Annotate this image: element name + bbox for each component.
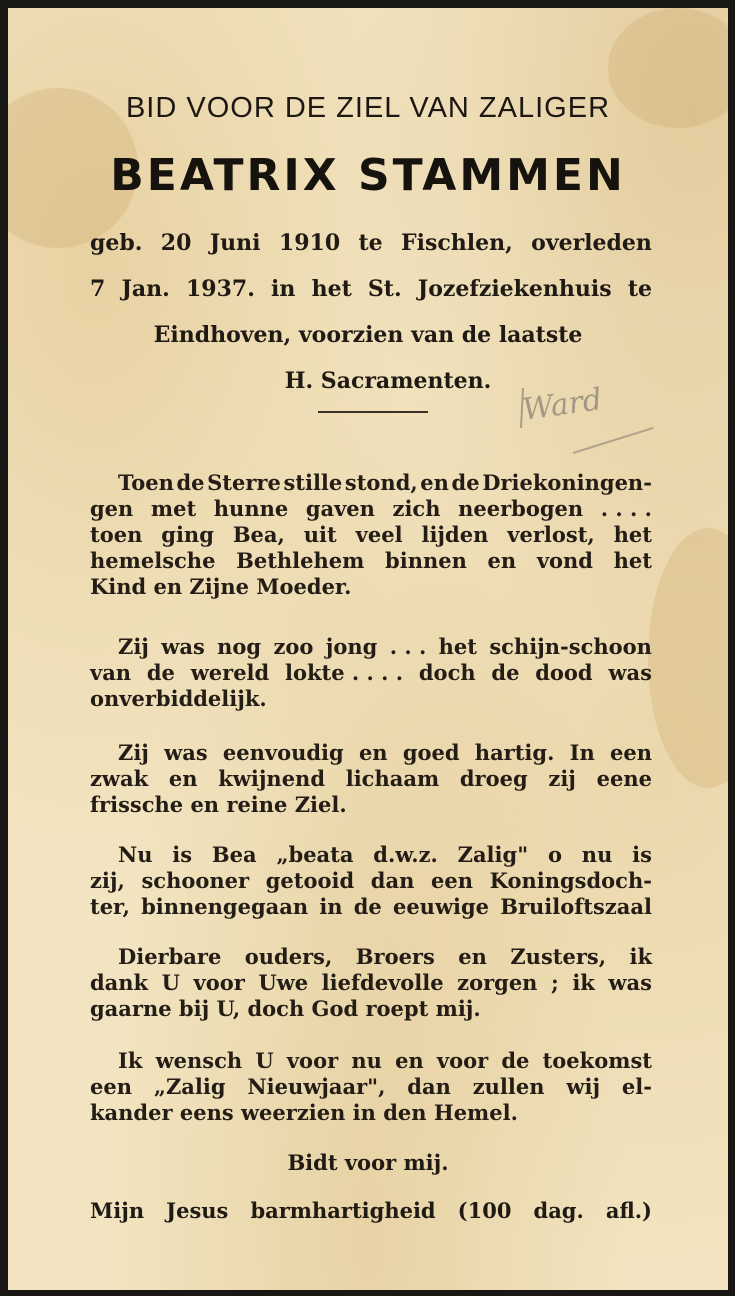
- word: droeg: [459, 766, 528, 791]
- word: Bruiloftszaal: [500, 894, 652, 919]
- word: verlost,: [507, 522, 595, 547]
- word: voor: [286, 1048, 339, 1073]
- word: Uwe: [258, 970, 309, 995]
- word: de: [176, 470, 205, 495]
- word: een: [431, 868, 474, 893]
- word: Nieuwjaar",: [247, 1074, 386, 1099]
- word: het: [613, 522, 652, 547]
- memorial-card: [8, 8, 728, 1290]
- word: Toen: [118, 470, 174, 495]
- word: nu: [351, 1048, 382, 1073]
- word: de: [146, 660, 175, 685]
- word: en: [358, 740, 388, 765]
- word: en: [168, 766, 198, 791]
- word: met: [150, 496, 197, 521]
- word: zij,: [90, 868, 125, 893]
- birth-line-1: [90, 220, 652, 266]
- word: Driekoningen-: [482, 470, 652, 495]
- word: getooid: [265, 868, 355, 893]
- text-line: [90, 766, 652, 792]
- word: wereld: [190, 660, 270, 685]
- birth-line-3: Eindhoven, voorzien van de laatste: [153, 322, 583, 348]
- text-line: [118, 944, 652, 970]
- word: Bea: [211, 842, 257, 867]
- word: vond: [536, 548, 593, 573]
- word: de: [491, 660, 520, 685]
- word: was: [164, 740, 208, 765]
- word: hunne: [213, 496, 289, 521]
- text-line: [90, 660, 652, 686]
- word: barmhartigheid: [250, 1198, 436, 1223]
- word: U: [161, 970, 180, 995]
- paper-stain: [648, 528, 728, 788]
- word: nog: [217, 634, 262, 659]
- word: een: [90, 1074, 132, 1099]
- word: Zusters,: [510, 944, 607, 969]
- word: Nu: [118, 842, 153, 867]
- word: Bethlehem: [236, 548, 365, 573]
- word: hemelsche: [90, 548, 216, 573]
- word: schijn-schoon: [489, 634, 652, 659]
- word: ter,: [90, 894, 130, 919]
- word: lijden: [421, 522, 489, 547]
- text-line: [118, 1048, 652, 1074]
- word: . . . .: [600, 496, 652, 521]
- word: . . .: [389, 634, 427, 659]
- word: Jesus: [166, 1198, 229, 1223]
- word: „beata: [276, 842, 354, 867]
- word: Zij: [118, 634, 149, 659]
- word: gaven: [305, 496, 375, 521]
- word: van: [90, 660, 132, 685]
- word: afl.): [605, 1198, 652, 1223]
- word: „Zalig: [153, 1074, 226, 1099]
- word: lichaam: [345, 766, 440, 791]
- text-line: [90, 1074, 652, 1100]
- word: binnengegaan: [141, 894, 309, 919]
- word: was: [608, 970, 652, 995]
- word: eenvoudig: [222, 740, 344, 765]
- word: ouders,: [244, 944, 333, 969]
- word: te: [627, 276, 652, 302]
- word: Broers: [355, 944, 435, 969]
- text-line: [90, 548, 652, 574]
- word: Mijn: [90, 1198, 145, 1223]
- word: schooner: [141, 868, 250, 893]
- word: is: [632, 842, 652, 867]
- word: toen: [90, 522, 143, 547]
- word: U: [255, 1048, 274, 1073]
- word: wij: [566, 1074, 601, 1099]
- word: Dierbare: [118, 944, 222, 969]
- word: het: [613, 548, 652, 573]
- word: 7: [90, 276, 106, 302]
- word: Jan.: [121, 276, 170, 302]
- word: en: [420, 470, 449, 495]
- indulgence-prayer: [90, 1198, 652, 1223]
- word: was: [608, 660, 652, 685]
- word: was: [161, 634, 205, 659]
- word: geb.: [90, 230, 143, 256]
- word: zorgen: [457, 970, 538, 995]
- word: en: [487, 548, 517, 573]
- word: nu: [581, 842, 613, 867]
- deceased-name: BEATRIX STAMMEN: [110, 150, 626, 201]
- text-line-last: gaarne bij U, doch God roept mij.: [90, 996, 481, 1021]
- word: in: [319, 894, 343, 919]
- word: o: [547, 842, 562, 867]
- word: stille: [283, 470, 343, 495]
- word: de: [451, 470, 480, 495]
- word: (100: [457, 1198, 512, 1223]
- word: hartig.: [474, 740, 555, 765]
- word: het: [438, 634, 477, 659]
- word: uit: [303, 522, 337, 547]
- word: neerbogen: [458, 496, 584, 521]
- text-line-last: Kind en Zijne Moeder.: [90, 574, 352, 599]
- word: in: [271, 276, 296, 302]
- word: Zij: [118, 740, 149, 765]
- word: Jozefziekenhuis: [417, 276, 612, 302]
- word: de: [501, 1048, 530, 1073]
- word: dan: [370, 868, 415, 893]
- word: Juni: [209, 230, 261, 256]
- word: wensch: [155, 1048, 243, 1073]
- word: toekomst: [542, 1048, 652, 1073]
- word: ging: [161, 522, 214, 547]
- word: doch: [418, 660, 476, 685]
- word: dan: [407, 1074, 451, 1099]
- word: Sterre: [207, 470, 281, 495]
- text-line: [118, 740, 652, 766]
- word: zullen: [472, 1074, 545, 1099]
- word: lokte . . . .: [285, 660, 404, 685]
- word: dank: [90, 970, 149, 995]
- word: de: [353, 894, 382, 919]
- pencil-stroke: [573, 428, 653, 453]
- word: voor: [193, 970, 245, 995]
- word: liefdevolle: [321, 970, 444, 995]
- word: 1937.: [185, 276, 255, 302]
- text-line: [118, 470, 652, 496]
- word: ik: [629, 944, 652, 969]
- word: el-: [621, 1074, 652, 1099]
- word: een: [609, 740, 652, 765]
- text-line: [90, 496, 652, 522]
- word: en: [458, 944, 487, 969]
- word: zwak: [90, 766, 149, 791]
- birth-line-2: [90, 266, 652, 312]
- word: Fischlen,: [401, 230, 513, 256]
- word: stond,: [344, 470, 418, 495]
- word: St.: [367, 276, 402, 302]
- word: voor: [436, 1048, 489, 1073]
- text-line: [90, 868, 652, 894]
- word: dag.: [533, 1198, 584, 1223]
- word: d.w.z.: [373, 842, 438, 867]
- text-line: [118, 842, 652, 868]
- word: kwijnend: [218, 766, 326, 791]
- birth-line-4: H. Sacramenten.: [284, 368, 492, 394]
- word: eeuwige: [392, 894, 490, 919]
- word: eene: [596, 766, 652, 791]
- word: Ik: [118, 1048, 143, 1073]
- word: ik: [572, 970, 595, 995]
- text-line-last: frissche en reine Ziel.: [90, 792, 347, 817]
- word: ;: [551, 970, 559, 995]
- word: veel: [355, 522, 403, 547]
- closing-prayer: Bidt voor mij.: [287, 1150, 449, 1175]
- word: dood: [535, 660, 593, 685]
- word: het: [311, 276, 352, 302]
- word: is: [172, 842, 193, 867]
- word: zich: [392, 496, 441, 521]
- word: In: [569, 740, 595, 765]
- word: gen: [90, 496, 134, 521]
- word: Bea,: [232, 522, 285, 547]
- text-line: [90, 522, 652, 548]
- word: te: [358, 230, 383, 256]
- word: Koningsdoch-: [489, 868, 652, 893]
- word: zij: [548, 766, 576, 791]
- pencil-annotation: [513, 358, 683, 478]
- word: en: [395, 1048, 424, 1073]
- word: jong: [325, 634, 378, 659]
- word: 1910: [278, 230, 341, 256]
- text-line-last: kander eens weerzien in den Hemel.: [90, 1100, 518, 1125]
- word: binnen: [385, 548, 467, 573]
- text-line: [118, 634, 652, 660]
- card-header: BID VOOR DE ZIEL VAN ZALIGER: [125, 92, 611, 124]
- word: Zalig": [457, 842, 529, 867]
- word: zoo: [273, 634, 314, 659]
- word: 20: [160, 230, 192, 256]
- text-line: [90, 970, 652, 996]
- text-line: [90, 894, 652, 920]
- pencil-note-text: Ward: [520, 382, 605, 428]
- divider-rule: [318, 411, 428, 413]
- word: goed: [402, 740, 460, 765]
- word: overleden: [531, 230, 652, 256]
- text-line-last: onverbiddelijk.: [90, 686, 267, 711]
